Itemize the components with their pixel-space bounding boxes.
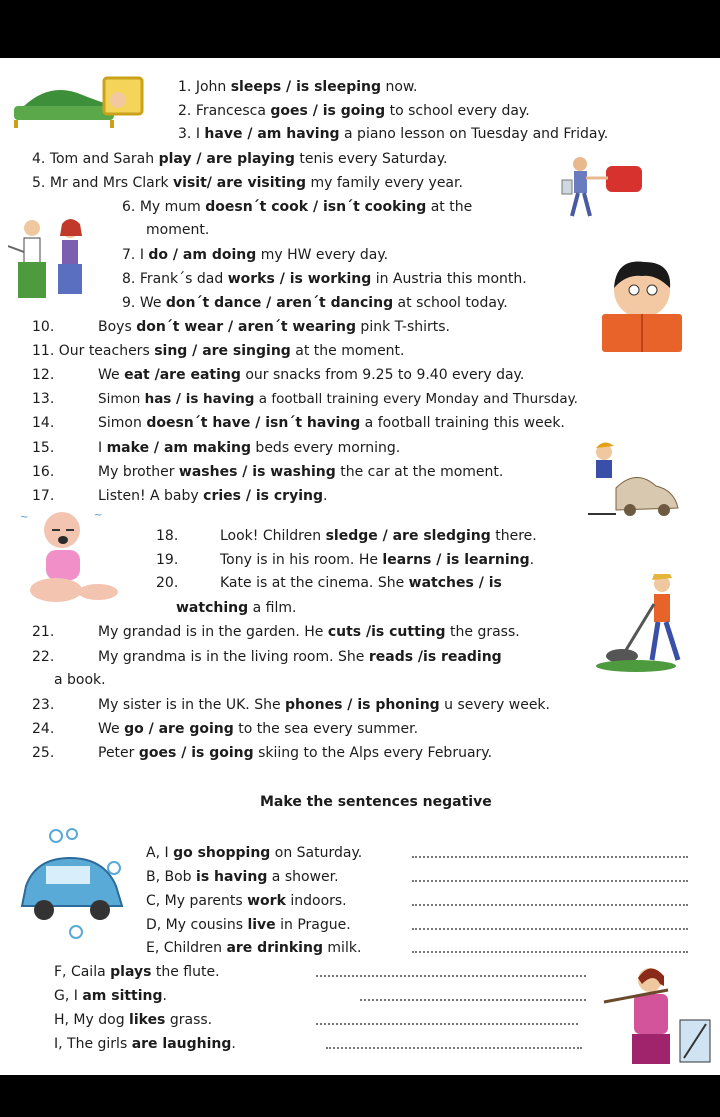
cooking-couple-illustration [8, 216, 98, 306]
sentence-16-number: 16. [32, 464, 55, 480]
sentence-20-number: 20. [156, 575, 179, 591]
sentence-13: Simon has / is having a football training every Monday and Thursday. [98, 391, 578, 407]
answer-line-d[interactable] [412, 926, 688, 930]
sentence-22-continuation: a book. [54, 672, 106, 688]
svg-text:~: ~ [20, 512, 29, 523]
sentence-9: 9. We don´t dance / aren´t dancing at school today. [122, 295, 508, 311]
sentence-5: 5. Mr and Mrs Clark visit/ are visiting my family every year. [32, 175, 463, 191]
sentence-15-number: 15. [32, 440, 55, 456]
negative-item-g: G, I am sitting. [54, 988, 167, 1004]
sentence-17: Listen! A baby cries / is crying. [98, 488, 328, 504]
sentence-25: Peter goes / is going skiing to the Alps every February. [98, 745, 493, 761]
answer-line-b[interactable] [412, 878, 688, 882]
sentence-24-number: 24. [32, 721, 55, 737]
sentence-22: My grandma is in the living room. She reads /is reading [98, 649, 502, 665]
sentence-22-number: 22. [32, 649, 55, 665]
answer-line-i[interactable] [326, 1045, 582, 1049]
car-wash-illustration [16, 828, 130, 944]
sentence-14: Simon doesn´t have / isn´t having a football training this week. [98, 415, 565, 431]
negative-item-h: H, My dog likes grass. [54, 1012, 213, 1028]
svg-text:~: ~ [94, 510, 103, 521]
sentence-23-number: 23. [32, 697, 55, 713]
sentence-20: Kate is at the cinema. She watches / is [220, 575, 502, 591]
sentence-10: Boys don´t wear / aren´t wearing pink T-shirts. [98, 319, 451, 335]
negative-item-d: D, My cousins live in Prague. [146, 917, 351, 933]
sentence-23: My sister is in the UK. She phones / is phoning u severy week. [98, 697, 550, 713]
exercise-2-title: Make the sentences negative [260, 794, 492, 810]
sentence-8: 8. Frank´s dad works / is working in Austria this month. [122, 271, 527, 287]
answer-line-f[interactable] [316, 973, 586, 977]
sentence-18: Look! Children sledge / are sledging there. [220, 528, 537, 544]
sentence-6-continuation: moment. [146, 222, 210, 238]
sentence-19: Tony is in his room. He learns / is learning. [220, 552, 535, 568]
sentence-12: We eat /are eating our snacks from 9.25 to 9.40 every day. [98, 367, 525, 383]
sentence-7: 7. I do / am doing my HW every day. [122, 247, 389, 263]
sentence-17-number: 17. [32, 488, 55, 504]
sentence-14-number: 14. [32, 415, 55, 431]
sentence-21: My grandad is in the garden. He cuts /is cutting the grass. [98, 624, 520, 640]
sentence-6: 6. My mum doesn´t cook / isn´t cooking at the [122, 199, 473, 215]
negative-item-c: C, My parents work indoors. [146, 893, 347, 909]
answer-line-c[interactable] [412, 902, 688, 906]
sentence-12-number: 12. [32, 367, 55, 383]
sentence-16: My brother washes / is washing the car at the moment. [98, 464, 504, 480]
sentence-24: We go / are going to the sea every summer. [98, 721, 419, 737]
crying-baby-illustration [16, 506, 124, 606]
sentence-20-continuation: watching a film. [176, 600, 297, 616]
sentence-25-number: 25. [32, 745, 55, 761]
sentence-18-number: 18. [156, 528, 179, 544]
negative-item-b: B, Bob is having a shower. [146, 869, 339, 885]
sleeping-boy-illustration [10, 72, 150, 130]
girl-with-backpack-illustration [556, 154, 652, 220]
answer-line-a[interactable] [412, 854, 688, 858]
sentence-10-number: 10. [32, 319, 55, 335]
answer-line-g[interactable] [360, 997, 586, 1001]
girl-washing-car-illustration [586, 438, 682, 522]
negative-item-i: I, The girls are laughing. [54, 1036, 236, 1052]
sentence-15: I make / am making beds every morning. [98, 440, 401, 456]
answer-line-e[interactable] [412, 949, 688, 953]
worksheet [0, 58, 720, 1075]
sentence-3: 3. I have / am having a piano lesson on Tuesday and Friday. [178, 126, 609, 142]
girl-playing-flute-illustration [598, 962, 716, 1072]
man-mowing-grass-illustration [596, 570, 700, 674]
negative-item-f: F, Caila plays the flute. [54, 964, 220, 980]
sentence-11: 11. Our teachers sing / are singing at the moment. [32, 343, 405, 359]
sentence-1: 1. John sleeps / is sleeping now. [178, 79, 418, 95]
sentence-2: 2. Francesca goes / is going to school every day. [178, 103, 530, 119]
sentence-19-number: 19. [156, 552, 179, 568]
answer-line-h[interactable] [316, 1021, 578, 1025]
sentence-13-number: 13. [32, 391, 55, 407]
negative-item-a: A, I go shopping on Saturday. [146, 845, 363, 861]
sentence-21-number: 21. [32, 624, 55, 640]
negative-item-e: E, Children are drinking milk. [146, 940, 362, 956]
sentence-4: 4. Tom and Sarah play / are playing tenis every Saturday. [32, 151, 448, 167]
boy-reading-book-illustration [596, 258, 688, 354]
